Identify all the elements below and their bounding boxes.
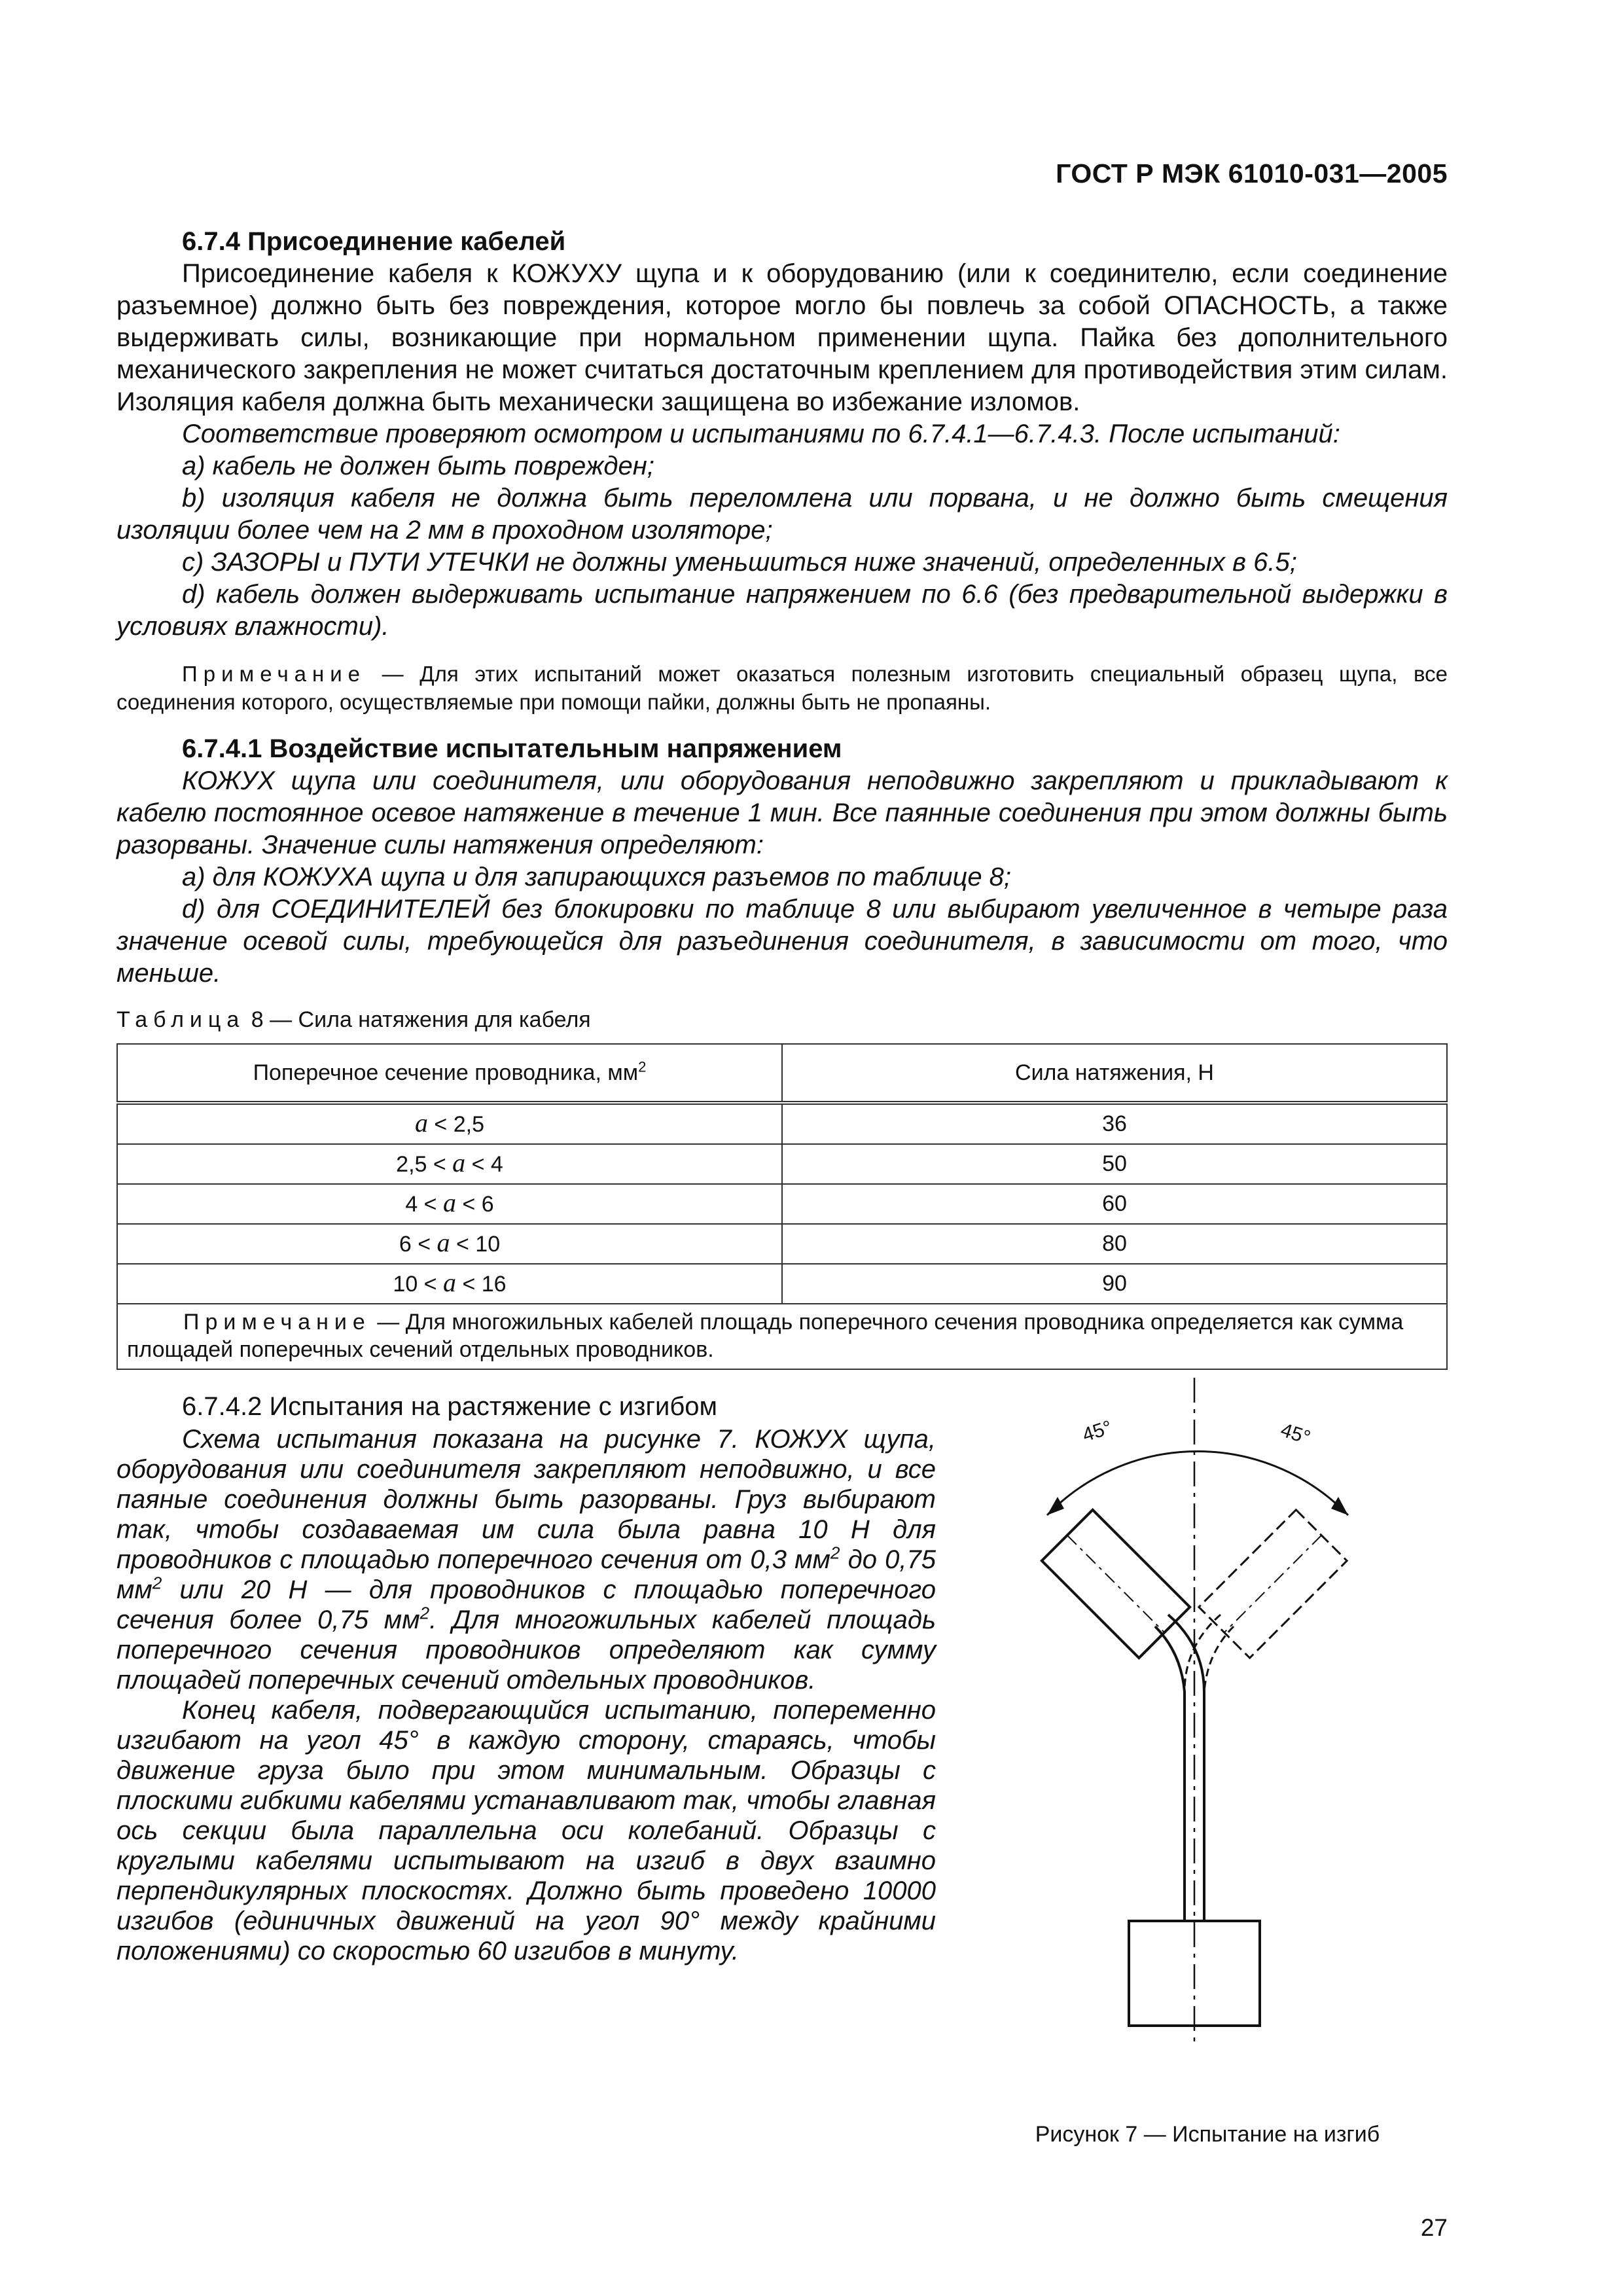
table-caption (116, 1005, 1448, 1034)
table-row (117, 1224, 1447, 1264)
cross-section-cell: a < 2,5 (117, 1103, 782, 1144)
force-cell: 80 (782, 1224, 1447, 1264)
page-number: 27 (1420, 2214, 1448, 2241)
figure-caption: Рисунок 7 — Испытание на изгиб (1035, 2122, 1380, 2147)
section-heading-6-7-4-1: 6.7.4.1 Воздействие испытательным напряжением (182, 734, 842, 763)
angle-label-left: 45° (1079, 1416, 1115, 1446)
probe-body-left (1042, 1510, 1190, 1658)
table-row (117, 1264, 1447, 1304)
section-heading-6-7-4-2: 6.7.4.2 Испытания на растяжение с изгибом (182, 1392, 718, 1421)
compliance-text: Соответствие проверяют осмотром и испытаниями по 6.7.4.1—6.7.4.3. После испытаний: (182, 420, 1340, 448)
list-item: а) кабель не должен быть поврежден; (182, 452, 654, 480)
column-header-force: Сила натяжения, Н (782, 1044, 1447, 1103)
table-row (117, 1144, 1447, 1184)
force-cell: 50 (782, 1144, 1447, 1184)
list-item: а) для КОЖУХА щупа и для запирающихся разъемов по таблице 8; (182, 863, 1012, 891)
main-content (116, 226, 1448, 1370)
list-item: d) для СОЕДИНИТЕЛЕЙ без блокировки по таблице 8 или выбирают увеличенное в четыре раза значение осевой силы, требующейся для разъединения соединителя, в зависимости от того, что меньше. (116, 895, 1448, 988)
section-body: Схема испытания показана на рисунке 7. КОЖУХ щупа, оборудования или соединителя закрепляют неподвижно, и все паяные соединения должны быть разорваны. Груз выбирают так, чтобы создаваемая им сила была равна 10 Н для проводников с площадью поперечного сечения от 0,3 $мм^2$ до 0,75 $мм^2$ или 20 Н — для проводников с площадью поперечного сечения более 0,75 $мм^2$. Для многожильных кабелей площадь поперечного сечения проводников определяют как сумму площадей поперечных сечений отдельных проводников. (116, 1425, 936, 1695)
table-caption-title: 8 — Сила натяжения для кабеля (245, 1007, 591, 1032)
table-row (117, 1103, 1447, 1144)
column-header-cross-section: Поперечное сечение проводника, $мм^2$ (117, 1044, 782, 1103)
table-row (117, 1184, 1447, 1224)
note-text: — Для этих испытаний может оказаться полезным изготовить специальный образец щупа, все соединения которого, осуществляемые при помощи пайки, должны быть не пропаяны. (116, 662, 1448, 714)
cable-right-edge (1168, 1615, 1204, 1921)
section-body: Присоединение кабеля к КОЖУХУ щупа и к оборудованию (или к соединителю, если соединение разъемное) должно быть без повреждения, которое могло бы повлечь за собой ОПАСНОСТЬ, а также выдерживать силы, возникающие при нормальном применении щупа. Пайка без дополнительного механического закрепления не может считаться достаточным креплением для противодействия этим силам. Изоляция кабеля должна быть механически защищена во избежание изломов. (116, 259, 1448, 416)
section-body: КОЖУХ щупа или соединителя, или оборудования неподвижно закрепляют и прикладывают к кабелю постоянное осевое натяжение в течение 1 мин. Все паянные соединения при этом должны быть разорваны. Значение силы натяжения определяют: (116, 766, 1448, 859)
force-cell: 60 (782, 1184, 1447, 1224)
arrowhead-right (1331, 1497, 1348, 1515)
table-header-row (117, 1044, 1447, 1103)
list-item: с) ЗАЗОРЫ и ПУТИ УТЕЧКИ не должны уменьшиться ниже значений, определенных в 6.5; (182, 548, 1297, 577)
list-item: d) кабель должен выдерживать испытание напряжением по 6.6 (без предварительной выдержки в условиях влажности). (116, 580, 1448, 641)
probe-body-right (1199, 1510, 1347, 1658)
table-note-row (117, 1304, 1447, 1369)
tension-table (116, 1043, 1448, 1370)
cable-left-edge (1155, 1626, 1185, 1921)
cross-section-cell: 2,5 < a < 4 (117, 1144, 782, 1184)
force-cell: 90 (782, 1264, 1447, 1304)
table-note: Примечание — Для многожильных кабелей площадь поперечного сечения проводника определяется как сумма площадей поперечных сечений отдельных проводников. (117, 1304, 1447, 1369)
cross-section-cell: 10 < a < 16 (117, 1264, 782, 1304)
arrowhead-left (1047, 1497, 1064, 1515)
table-caption-label: Таблица (116, 1007, 245, 1032)
bend-test-section (116, 1391, 936, 1966)
section-body: Конец кабеля, подвергающийся испытанию, попеременно изгибают на угол 45° в каждую сторону, стараясь, чтобы движение груза было при этом минимальным. Образцы с плоскими гибкими кабелями устанавливают так, чтобы главная ось секции была параллельна оси колебаний. Образцы с круглыми кабелями испытывают на изгиб в двух взаимно перпендикулярных плоскостях. Должно быть проведено 10000 изгибов (единичных движений на угол 90° между крайними положениями) со скоростью 60 изгибов в минуту. (116, 1696, 936, 1965)
cross-section-cell: 4 < a < 6 (117, 1184, 782, 1224)
document-id: ГОСТ Р МЭК 61010-031—2005 (1056, 158, 1448, 188)
list-item: b) изоляция кабеля не должна быть переломлена или порвана, и не должно быть смещения изоляции более чем на 2 мм в проходном изоляторе; (116, 484, 1448, 545)
angle-arc (1047, 1451, 1348, 1515)
force-cell: 36 (782, 1103, 1447, 1144)
section-note (116, 660, 1448, 716)
angle-label-right: 45° (1277, 1419, 1313, 1449)
bend-test-figure (982, 1365, 1433, 2065)
cross-section-cell: 6 < a < 10 (117, 1224, 782, 1264)
section-heading-6-7-4: 6.7.4 Присоединение кабелей (182, 227, 566, 256)
note-label: Примечание (182, 662, 366, 686)
